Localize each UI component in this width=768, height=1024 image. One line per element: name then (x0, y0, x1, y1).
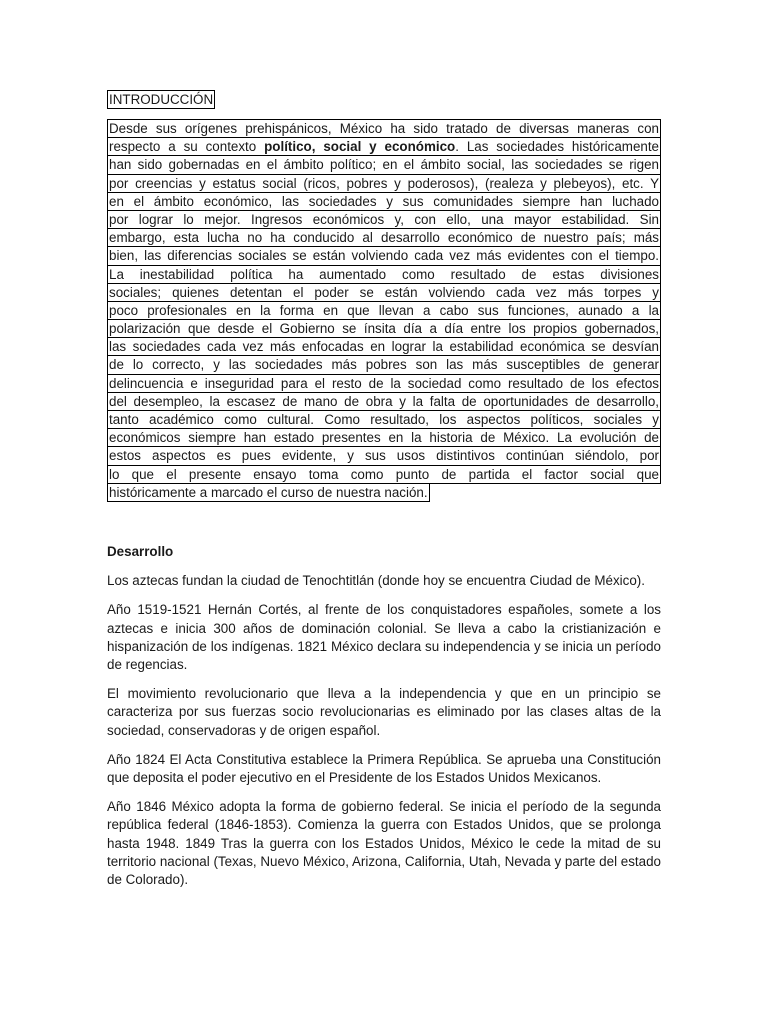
intro-line-start: respecto a su contexto (109, 139, 265, 155)
intro-line: han sido gobernadas en el ámbito político; en el ámbito social, las sociedades se rigen (107, 155, 661, 174)
document-page (107, 90, 661, 889)
intro-line: las sociedades cada vez más enfocadas en lograr la estabilidad económica se desvían (107, 337, 661, 356)
intro-line-emphasis (107, 137, 661, 156)
intro-line-end: . Las sociedades históricamente (455, 139, 660, 155)
desarrollo-paragraph: Año 1846 México adopta la forma de gobierno federal. Se inicia el período de la segunda república federal (1846-1853). Comienza la guerra con Estados Unidos, que se prolonga hasta 1948. 1849 Tras la guerra con los Estados Unidos, México le cede la mitad de su territorio nacional (Texas, Nuevo México, Arizona, California, Utah, Nevada y parte del estado de Colorado). (107, 799, 661, 887)
intro-line: delincuencia e inseguridad para el resto de la sociedad como resultado de los efectos (107, 374, 661, 393)
intro-bold-phrase: político, social y económico (264, 139, 456, 155)
intro-line: sociales; quienes detentan el poder se están volviendo cada vez más torpes y (107, 283, 661, 302)
intro-line: polarización que desde el Gobierno se ínsita día a día entre los propios gobernados, (107, 319, 661, 338)
desarrollo-heading: Desarrollo (107, 544, 174, 560)
intro-line: tanto académico como cultural. Como resultado, los aspectos políticos, sociales y (107, 410, 661, 429)
intro-line: Desde sus orígenes prehispánicos, México ha sido tratado de diversas maneras con (107, 119, 661, 138)
desarrollo-paragraph: Los aztecas fundan la ciudad de Tenochtitlán (donde hoy se encuentra Ciudad de México). (107, 573, 645, 589)
intro-line: embargo, esta lucha no ha conducido al desarrollo económico de nuestro país; más (107, 228, 661, 247)
introduction-body (107, 119, 661, 507)
intro-line: estos aspectos es pues evidente, y sus usos distintivos continúan siéndolo, por (107, 446, 661, 465)
intro-line: en el ámbito económico, las sociedades y sus comunidades siempre han luchado (107, 192, 661, 211)
desarrollo-paragraph: Año 1519-1521 Hernán Cortés, al frente de los conquistadores españoles, somete a los aztecas e inicia 300 años de dominación colonial. Se lleva a cabo la cristianización e hispanización de los indígenas. 1821 México declara su independencia y se inicia un período de regencias. (107, 602, 661, 672)
intro-line: poco profesionales en la forma en que llevan a cabo sus funciones, aunado a la (107, 301, 661, 320)
intro-line: de lo correcto, y las sociedades más pobres son las más susceptibles de generar (107, 355, 661, 374)
intro-line: por creencias y estatus social (ricos, pobres y poderosos), (realeza y plebeyos), etc. Y (107, 174, 661, 193)
desarrollo-paragraph: Año 1824 El Acta Constitutiva establece la Primera República. Se aprueba una Constitución que deposita el poder ejecutivo en el Presidente de los Estados Unidos Mexicanos. (107, 751, 661, 785)
introduction-heading: INTRODUCCIÓN (109, 92, 214, 107)
intro-line: del desempleo, la escasez de mano de obra y la falta de oportunidades de desarrollo, (107, 392, 661, 411)
intro-line: económicos siempre han estado presentes en la historia de México. La evolución de (107, 428, 661, 447)
intro-line-last: históricamente a marcado el curso de nuestra nación. (107, 483, 430, 502)
intro-line: por lograr lo mejor. Ingresos económicos y, con ello, una mayor estabilidad. Sin (107, 210, 661, 229)
desarrollo-paragraph: El movimiento revolucionario que lleva a la independencia y que en un principio se caracteriza por sus fuerzas socio revolucionarias es eliminado por las clases altas de la sociedad, conservadoras y de origen español. (107, 686, 661, 738)
intro-line: lo que el presente ensayo toma como punto de partida el factor social que (107, 465, 661, 484)
intro-line: bien, las diferencias sociales se están volviendo cada vez más evidentes con el tiempo. (107, 246, 661, 265)
intro-line: La inestabilidad política ha aumentado como resultado de estas divisiones (107, 265, 661, 284)
